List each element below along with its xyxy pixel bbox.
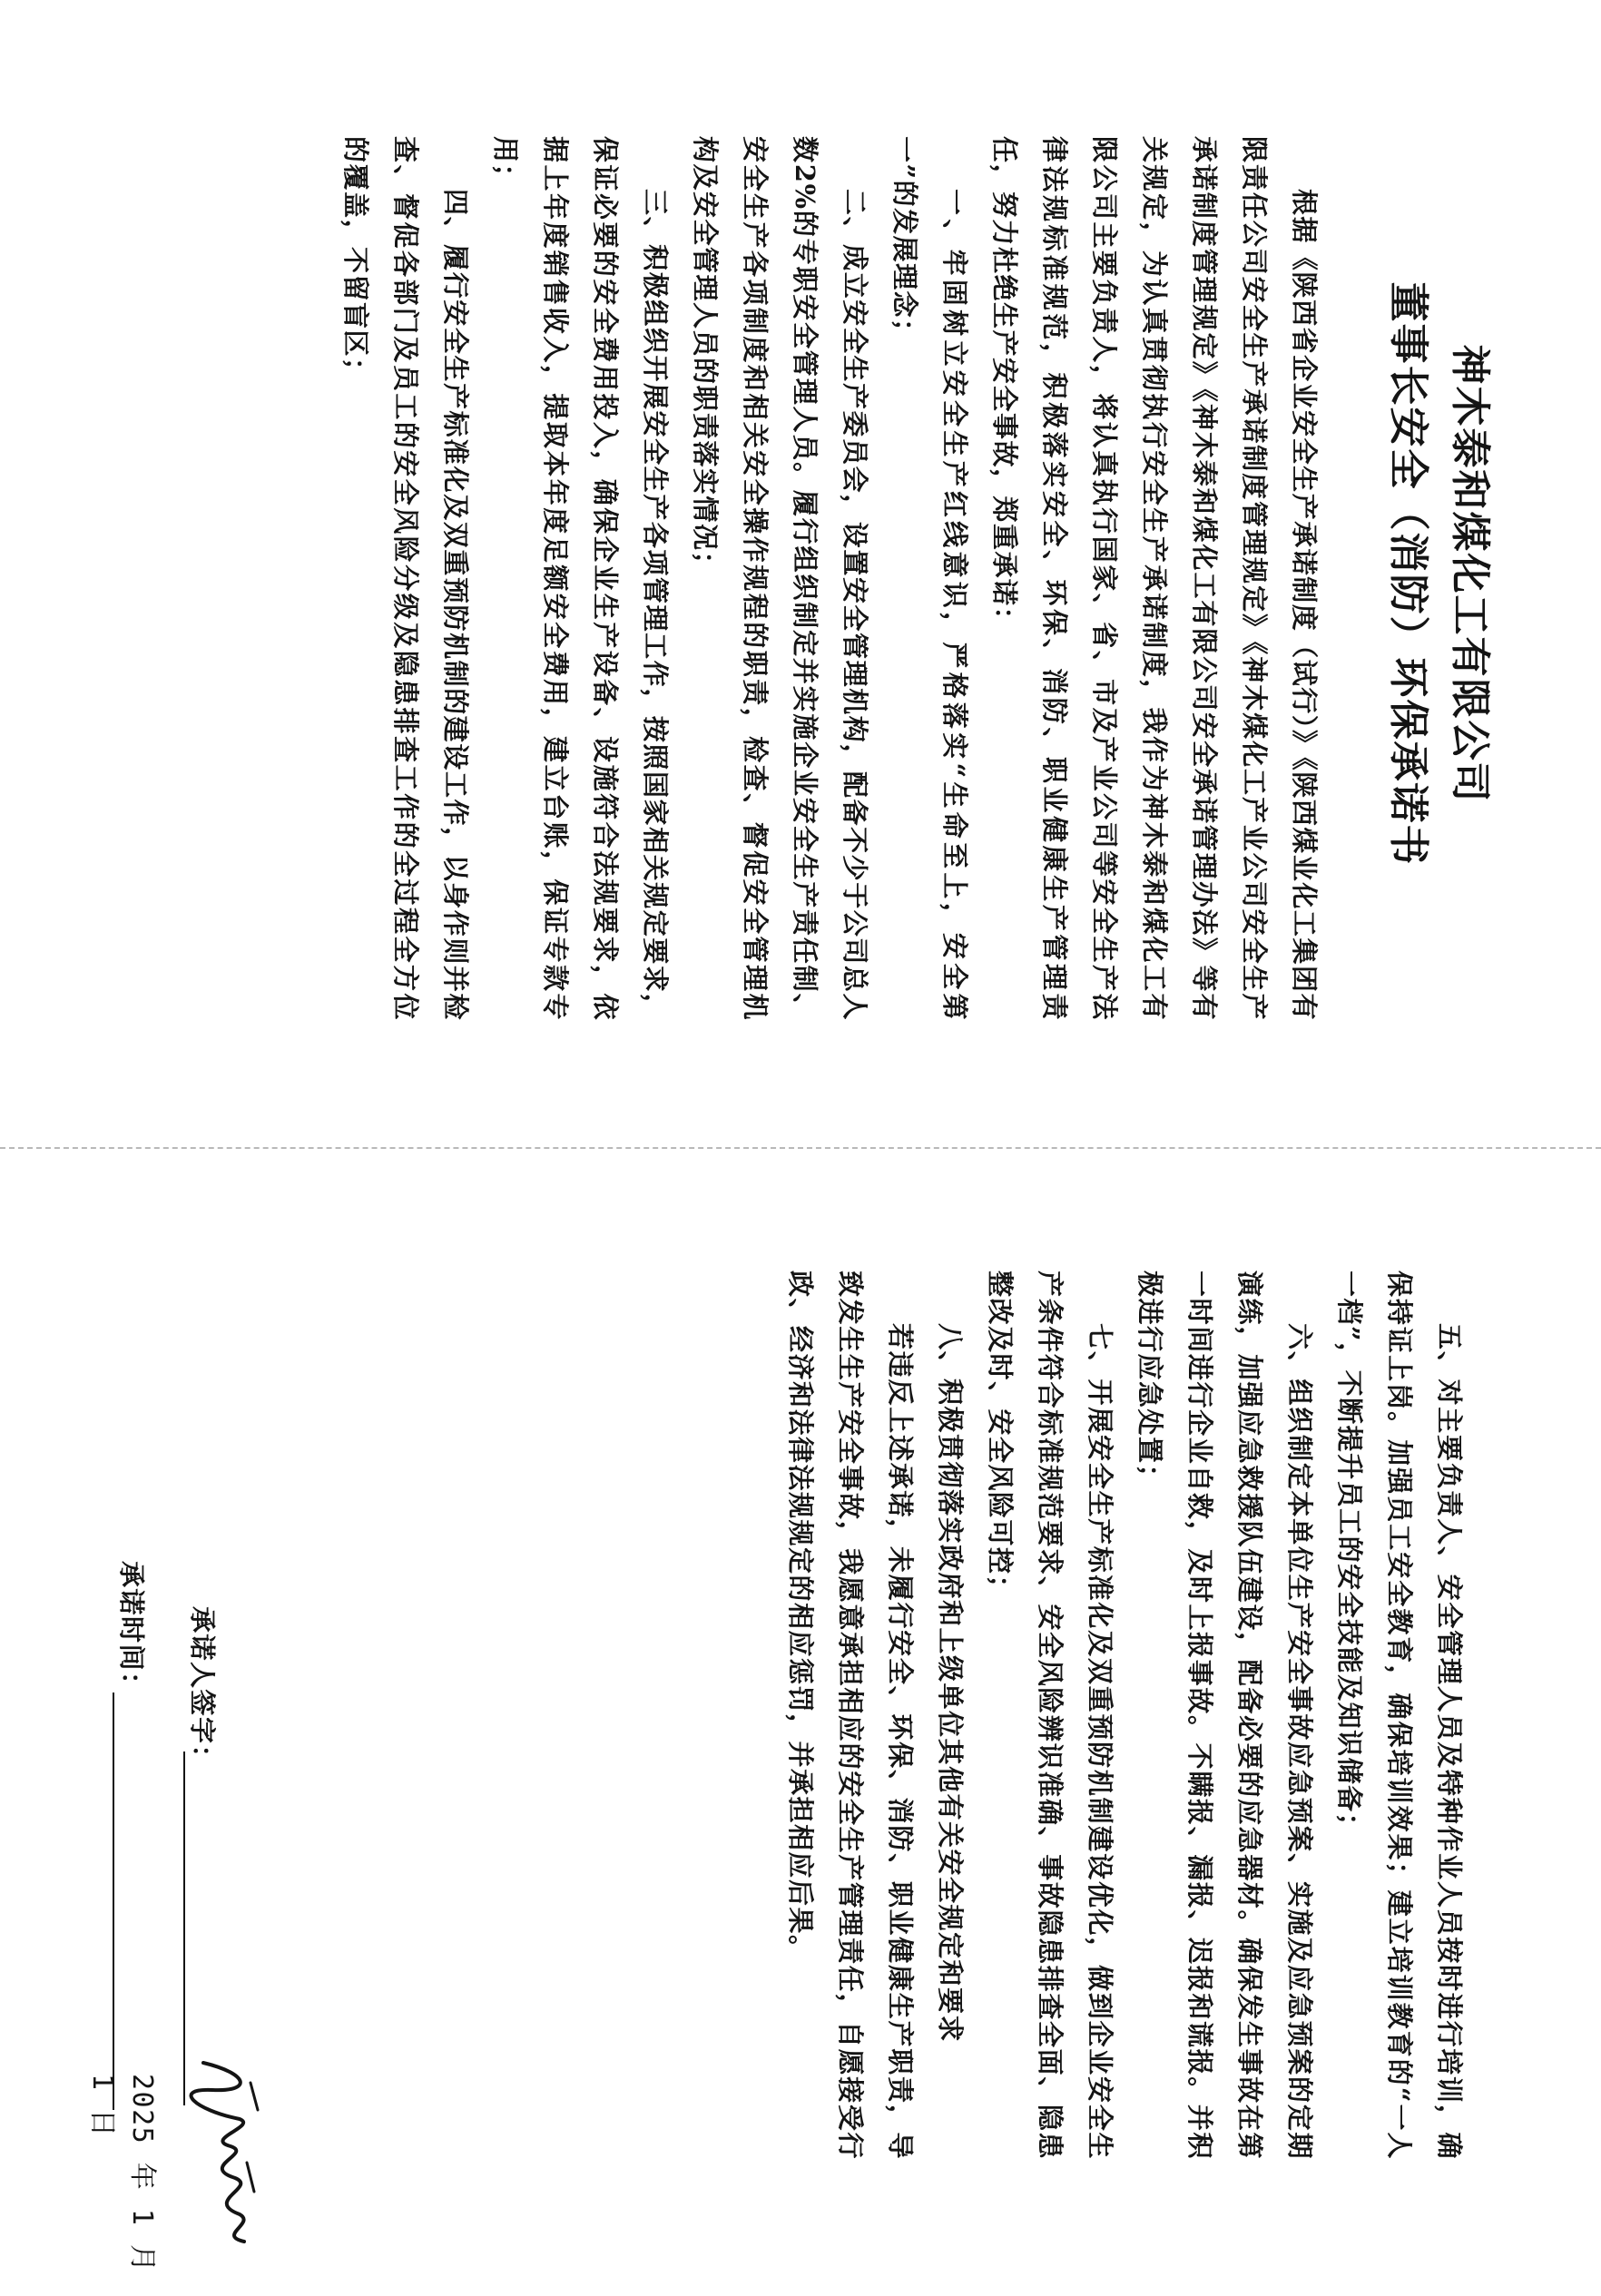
left-body-text	[330, 136, 1329, 1021]
date-label: 承诺时间：	[116, 1561, 147, 1700]
signature-scribble	[185, 2056, 267, 2246]
date-row	[114, 1561, 169, 1700]
date-underline	[113, 1693, 169, 2110]
signature-row	[185, 1606, 240, 1772]
commitment-item-2: 二、成立安全生产委员会，设置安全管理机构，配备不少于公司总人数2%的专职安全管理人员。履行组织制定并实施企业安全生产责任制、安全生产各项制度和相关安全操作规程的职责，检查、督促安全管理机构及安全管理人员的职责落实情况；	[690, 136, 870, 1021]
commitment-item-4: 四、履行安全生产标准化及双重预防机制的建设工作，以身作则并检查、督促各部门及员工的安全风险分级及隐患排查工作的全过程全方位的覆盖，不留盲区；	[340, 136, 471, 1021]
intro-paragraph: 根据《陕西省企业安全生产承诺制度（试行）》《陕西煤业化工集团有限责任公司安全生产承诺制度管理规定》《神木煤化工产业公司安全生产承诺制度管理规定》《神木泰和煤化工有限公司安全承诺管理办法》等有关规定，为认真贯彻执行安全生产承诺制度，我作为神木泰和煤化工有限公司主要负责人，将认真执行国家、省、市及产业公司等安全生产法律法规标准规范，积极落实安全、环保、消防、职业健康生产管理责任，努力杜绝生产安全事故，郑重承诺：	[989, 136, 1320, 1021]
commitment-item-8: 八、积极贯彻落实政府和上级单位其他有关安全规定和要求	[935, 1323, 966, 2044]
commitment-item-7: 七、开展安全生产标准化及双重预防机制建设优化，做到企业安全生产条件符合标准规范要求、安全风险辨识准确、事故隐患排查全面、隐患整改及时、安全风险可控；	[985, 1271, 1115, 2160]
company-name-heading: 神木泰和煤化工有限公司	[1447, 344, 1493, 804]
commitment-item-1: 一、牢固树立安全生产红线意识，严格落实“生命至上，安全第一”的发展理念；	[889, 136, 970, 1021]
violation-clause: 若违反上述承诺，未履行安全、环保、消防、职业健康生产职责，导致发生生产安全事故，我愿意承担相应的安全生产管理责任，自愿接受行政、经济和法律法规规定的相应惩罚，并承担相应后果。	[785, 1271, 916, 2160]
signature-label: 承诺人签字：	[187, 1606, 218, 1773]
handwritten-signature	[179, 2056, 267, 2246]
document-title: 董事长安全（消防）环保承诺书	[1385, 281, 1431, 867]
commitment-item-5: 五、对主要负责人、安全管理人员及特种作业人员按时进行培训，确保持证上岗。加强员工安全教育，确保培训效果；建立培训教育的“一人一档”，不断提升员工的安全技能及知识储备；	[1334, 1271, 1465, 2160]
signature-block	[0, 1148, 1601, 2296]
signature-underline	[183, 1751, 240, 2105]
date-value: 2025 年 1 月 1 日	[86, 2074, 158, 2273]
commitment-item-6: 六、组织制定本单位生产安全事故应急预案、实施及应急预案的定期演练，加强应急救援队伍建设，配备必要的应急器材。确保发生事故在第一时间进行企业自救，及时上报事故。不瞒报、漏报、迟报和谎报。并积极进行应急处置；	[1134, 1271, 1315, 2160]
commitment-item-3: 三、积极组织开展安全生产各项管理工作，按照国家相关规定要求，保证必要的安全费用投入，确保企业生产设备、设施符合法规要求，依据上年度销售收入，提取本年度足额安全费用，建立台账，保证专款专用；	[490, 136, 671, 1021]
